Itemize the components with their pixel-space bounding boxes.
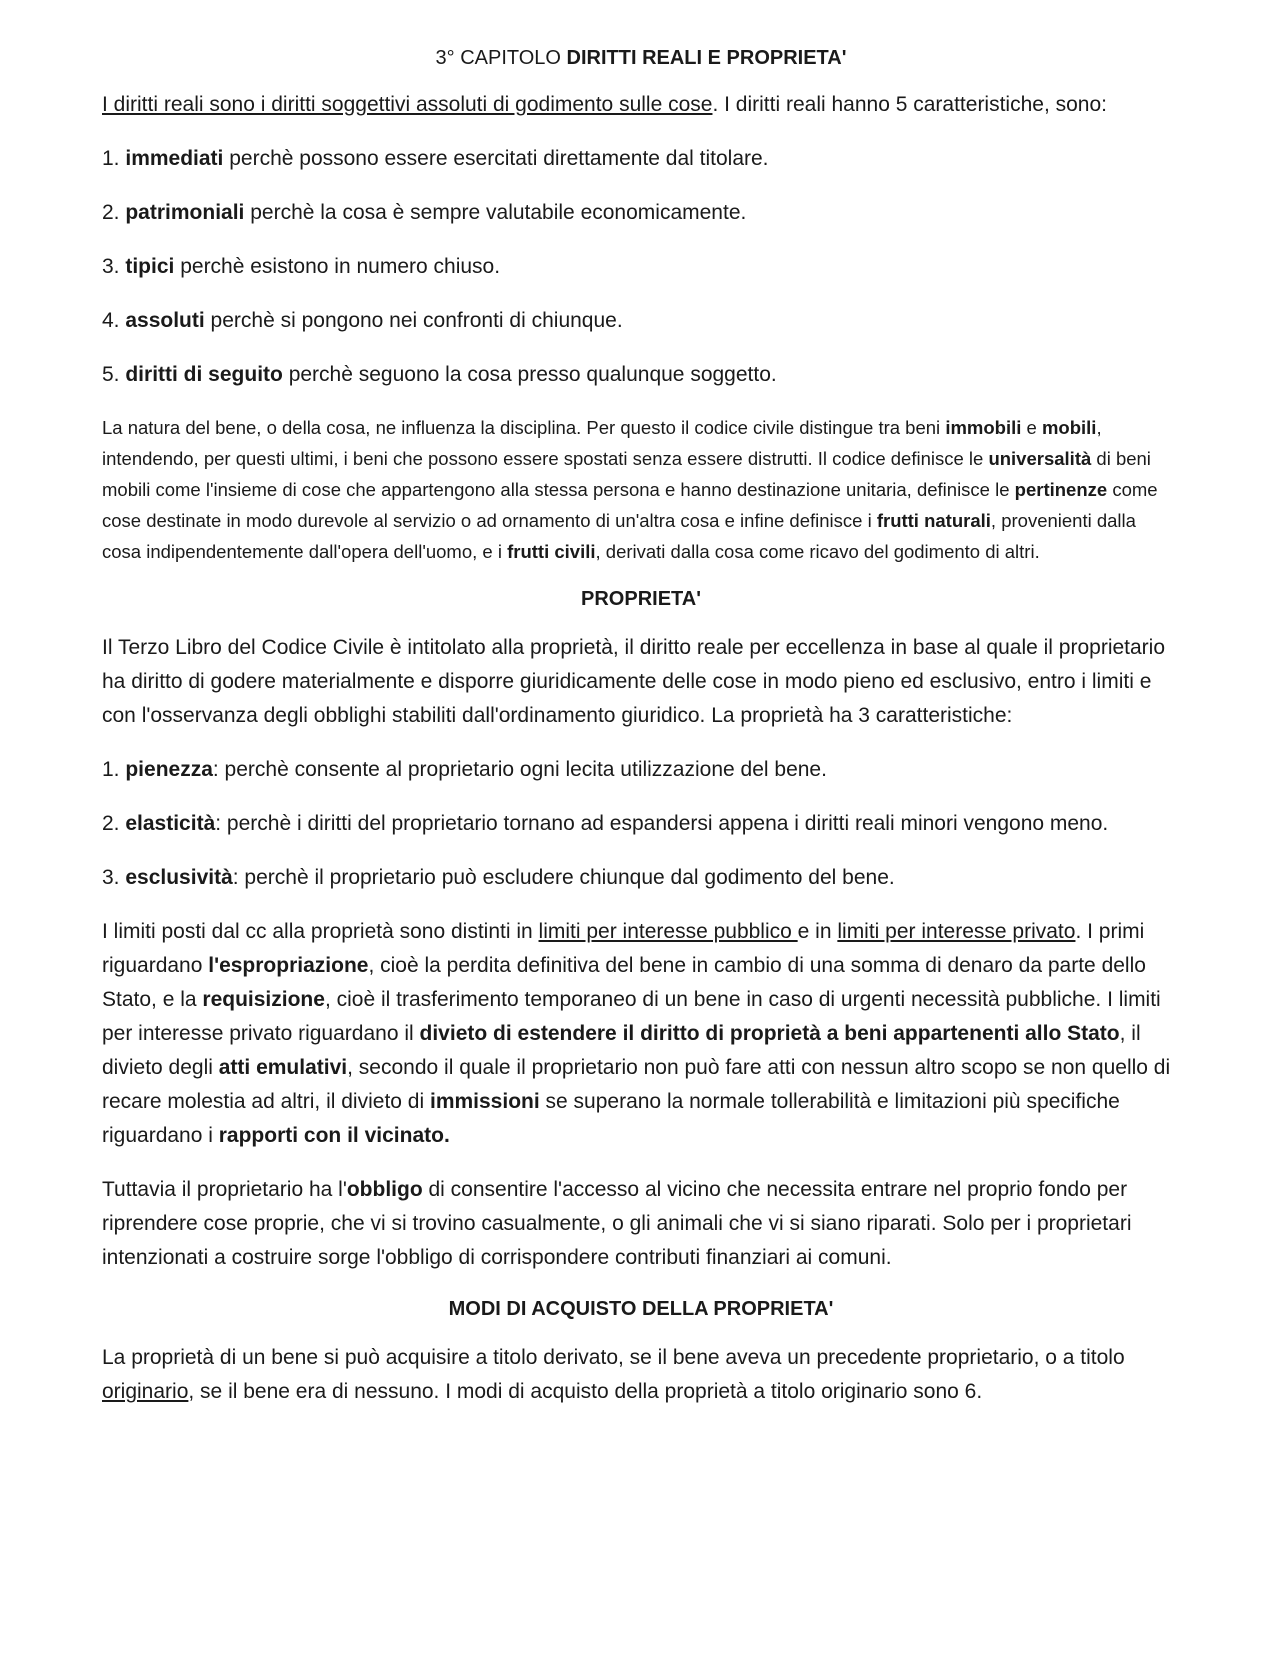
characteristic-item: 5. diritti di seguito perchè seguono la cosa presso qualunque soggetto.: [102, 363, 777, 386]
section-heading-acquisto: MODI DI ACQUISTO DELLA PROPRIETA': [448, 1298, 834, 1320]
characteristic-item: 3. tipici perchè esistono in numero chiuso.: [102, 255, 501, 278]
definition-underlined: I diritti reali sono i diritti soggettivi assoluti di godimento sulle cose: [102, 93, 713, 116]
limiti-paragraph: I limiti posti dal cc alla proprietà sono distinti in limiti per interesse pubblico e in limiti per interesse privato. I primi riguardano l'espropriazione, cioè la perdita definitiva del bene in cambio di una somma di denaro da parte dello Stato, e la requisizione, cioè il trasferimento temporaneo di un bene in caso di urgenti necessità pubbliche. I limiti per interesse privato riguardano il divieto di estendere il diritto di proprietà a beni appartenenti allo Stato, il divieto degli atti emulativi, secondo il quale il proprietario non può fare atti con nessun altro scopo se non quello di recare molestia ad altri, il divieto di immissioni se superano la normale tollerabilità e limitazioni più specifiche riguardano i rapporti con il vicinato.: [102, 920, 1171, 1147]
chapter-title: 3° CAPITOLO DIRITTI REALI E PROPRIETA': [435, 47, 847, 69]
proprieta-intro-paragraph: Il Terzo Libro del Codice Civile è intitolato alla proprietà, il diritto reale per eccellenza in base al quale il proprietario ha diritto di godere materialmente e disporre giuridicamente delle cose in modo pieno ed esclusivo, entro i limiti e con l'osservanza degli obblighi stabiliti dall'ordinamento giuridico. La proprietà ha 3 caratteristiche:: [102, 636, 1166, 727]
proprieta-characteristic-item: 2. elasticità: perchè i diritti del proprietario tornano ad espandersi appena i diritti reali minori vengono meno.: [102, 812, 1109, 835]
characteristic-item: 4. assoluti perchè si pongono nei confronti di chiunque.: [102, 309, 623, 332]
section-heading-proprieta: PROPRIETA': [581, 588, 701, 610]
proprieta-characteristic-item: 1. pienezza: perchè consente al proprietario ogni lecita utilizzazione del bene.: [102, 758, 827, 781]
characteristic-item: 2. patrimoniali perchè la cosa è sempre valutabile economicamente.: [102, 201, 747, 224]
acquisto-paragraph: La proprietà di un bene si può acquisire a titolo derivato, se il bene aveva un precedente proprietario, o a titolo originario, se il bene era di nessuno. I modi di acquisto della proprietà a titolo originario sono 6.: [102, 1346, 1125, 1403]
obbligo-paragraph: Tuttavia il proprietario ha l'obbligo di consentire l'accesso al vicino che necessita entrare nel proprio fondo per riprendere cose proprie, che vi si trovino casualmente, o gli animali che vi si siano riparati. Solo per i proprietari intenzionati a costruire sorge l'obbligo di corrispondere contributi finanziari ai comuni.: [102, 1178, 1132, 1269]
proprieta-characteristic-item: 3. esclusività: perchè il proprietario può escludere chiunque dal godimento del bene.: [102, 866, 895, 889]
beni-paragraph: La natura del bene, o della cosa, ne influenza la disciplina. Per questo il codice civile distingue tra beni immobili e mobili, intendendo, per questi ultimi, i beni che possono essere spostati senza essere distrutti. Il codice definisce le universalità di beni mobili come l'insieme di cose che appartengono alla stessa persona e hanno destinazione unitaria, definisce le pertinenze come cose destinate in modo durevole al servizio o ad ornamento di un'altra cosa e infine definisce i frutti naturali, provenienti dalla cosa indipendentemente dall'opera dell'uomo, e i frutti civili, derivati dalla cosa come ricavo del godimento di altri.: [102, 417, 1158, 562]
characteristic-item: 1. immediati perchè possono essere esercitati direttamente dal titolare.: [102, 147, 769, 170]
chapter-title-bold: DIRITTI REALI E PROPRIETA': [566, 47, 847, 69]
intro-paragraph: I diritti reali sono i diritti soggettivi assoluti di godimento sulle cose. I diritti reali hanno 5 caratteristiche, sono:: [102, 93, 1107, 116]
